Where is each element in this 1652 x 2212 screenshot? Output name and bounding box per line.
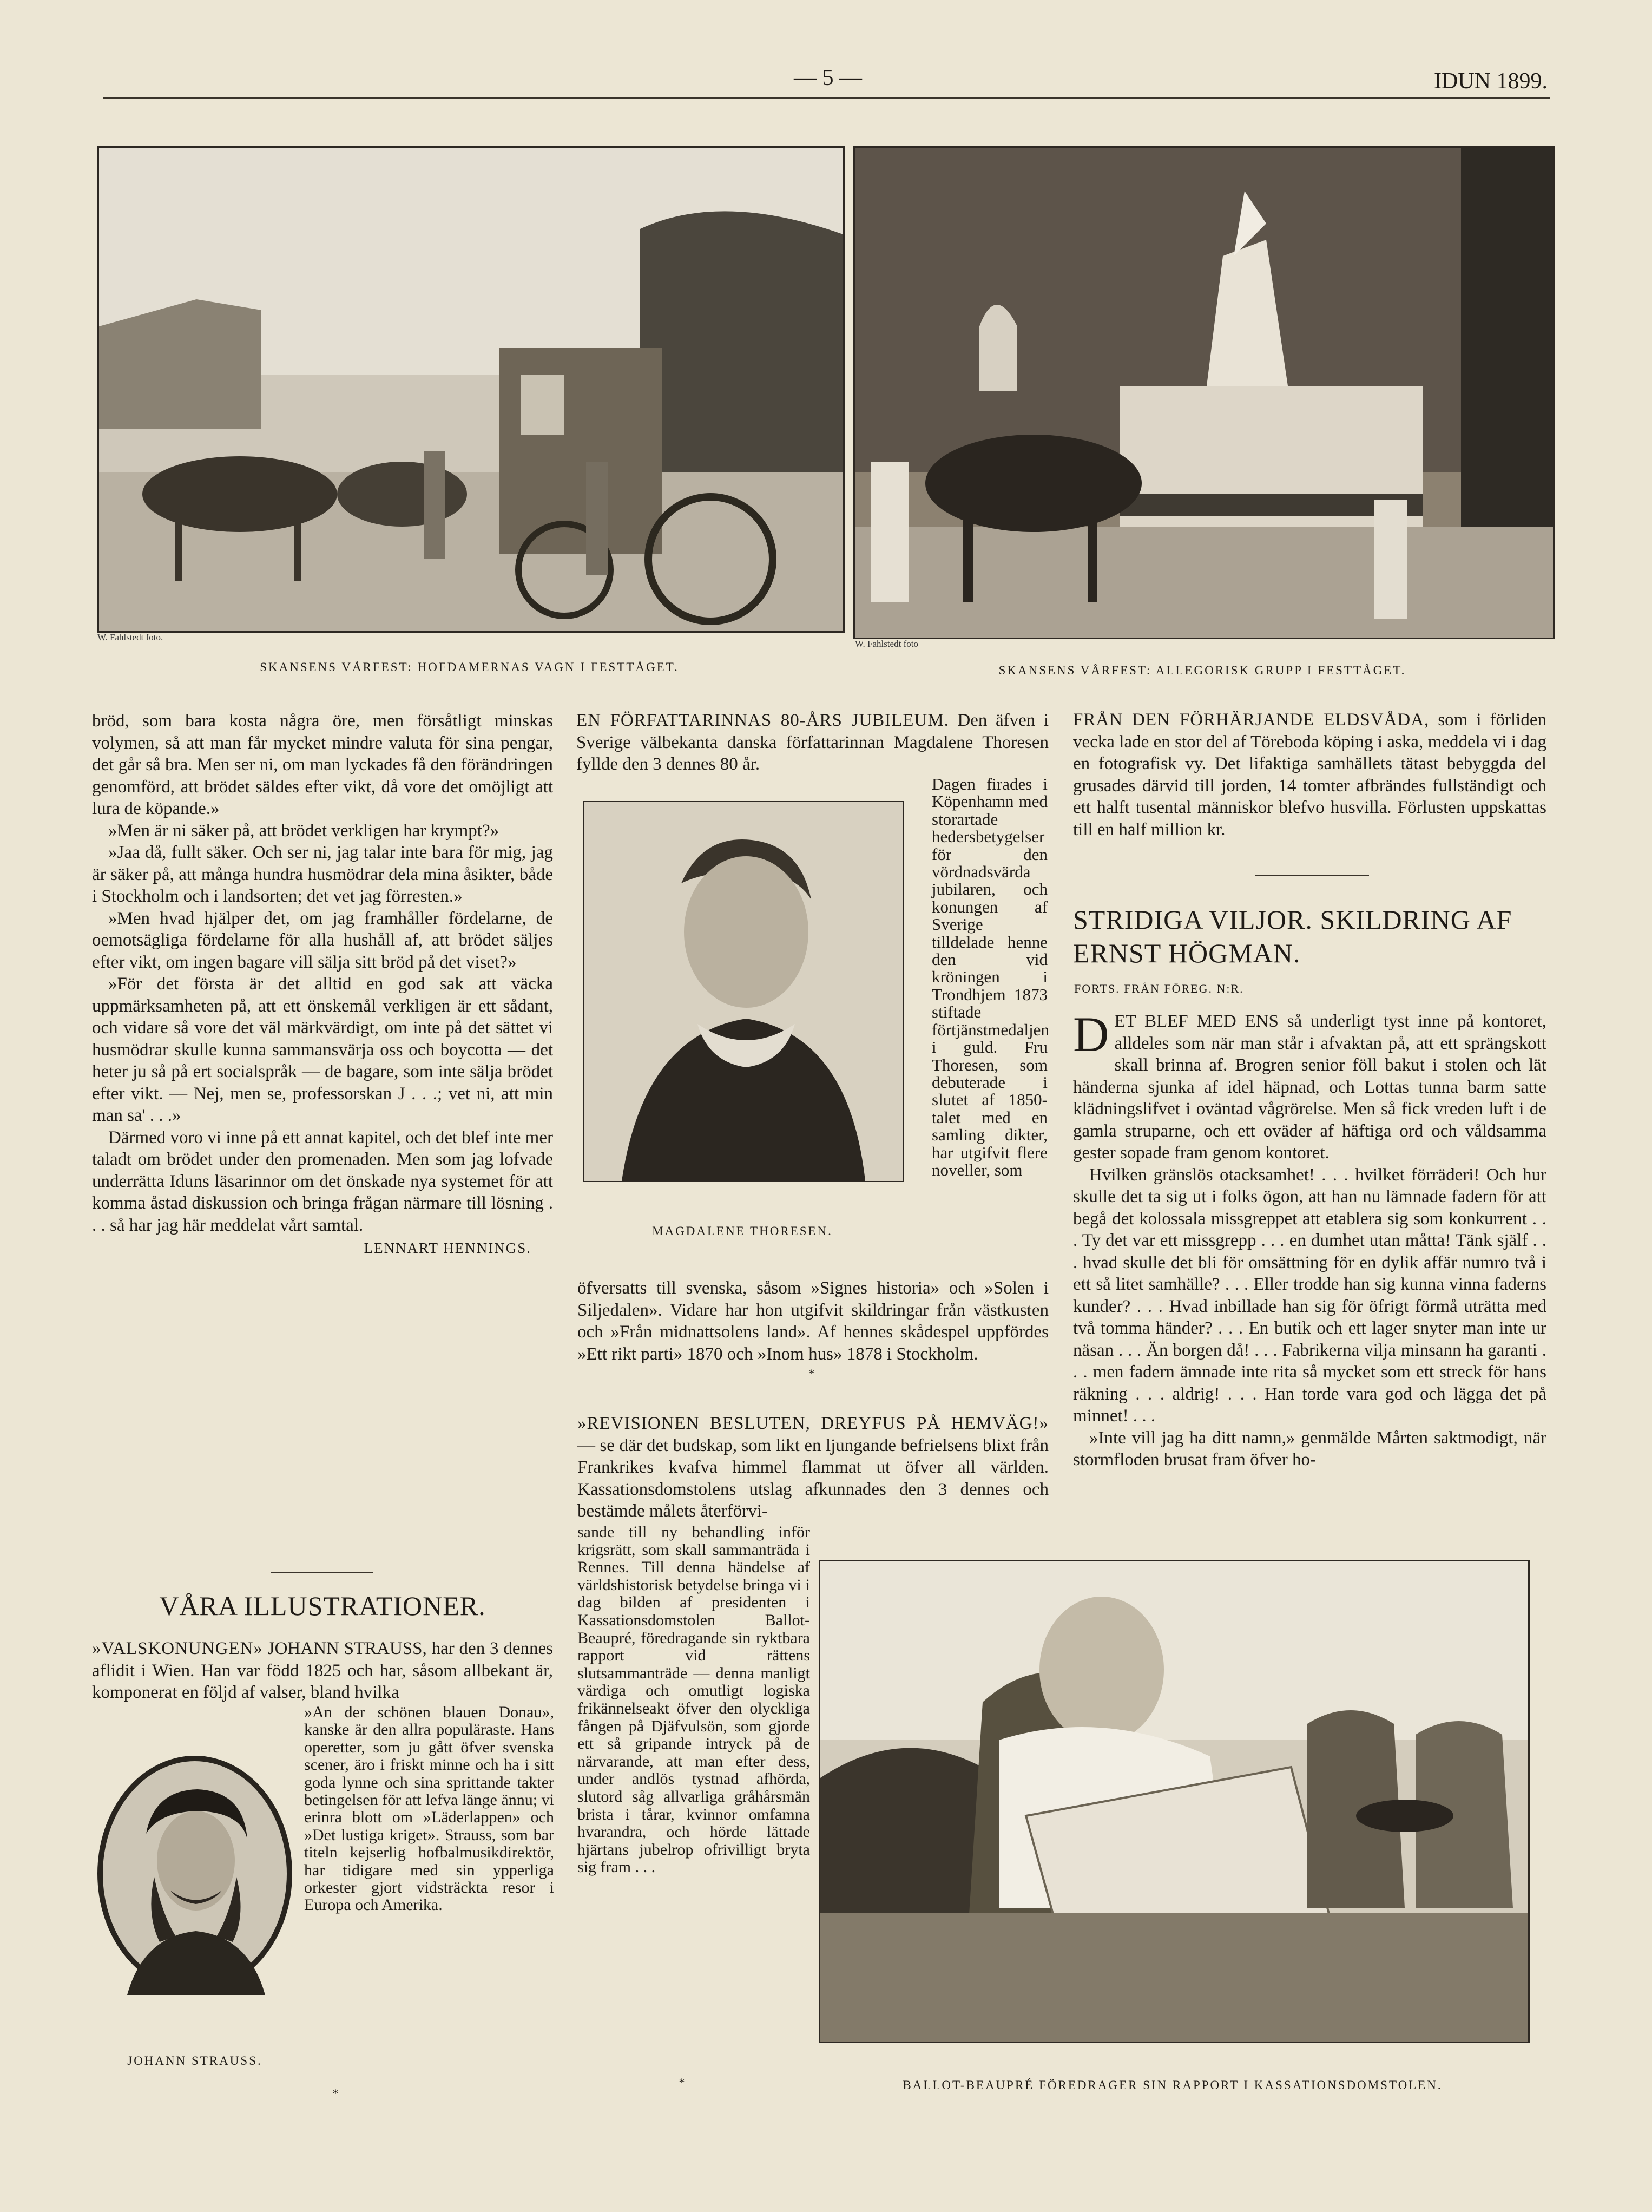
illustrations-heading: VÅRA ILLUSTRATIONER. [159,1591,486,1621]
jubileum-rest: öfversatts till svenska, såsom »Signes historia» och »Solen i Siljedalen». Vidare har hon utgifvit skildringar från västkusten och »Från midnattsolens land». Af hennes skådespel uppfördes »Ett rikt parti» 1870 och »Inom hus» 1878 i Stockholm. [577,1278,1049,1364]
jubileum-side: Dagen firades i Köpenhamn med storartade hedersbetygelser för den vördnadsvärda jubilaren, och konungen af Sverige tilldelade henne den vid kröningen i Trondhjem 1873 stiftade förtjänstmedaljen i guld. Fru Thoresen, som debuterade i slutet af 1850-talet med en samling dikter, har utgifvit flere noveller, som [932,774,1049,1179]
strauss-caption: JOHANN STRAUSS. [127,2054,262,2067]
strauss-text-side: »An der schönen blauen Donau», kanske är den allra populäraste. Hans operetter, som ju gått öfver svenska scener, äro i friskt minne och ha i sitt goda lynne och sina sprittande takter betingelsen för att lefva länge ännu; vi erinra blott om »Läderlappen» och »Det lustiga kriget». Strauss, som bar titeln kejserlig hofbalmusikdirektör, har tidigare med sin ypperliga orkester gjort vidsträckta resor i Europa och Amerika. [304,1703,554,1914]
dreyfus-intro [577,1413,1049,1522]
paragraph: Hvilken gränslös otacksamhet! . . . hvilket förräderi! Och hur skulle det ta sig ut i folks ögon, att han nu lämnade fadern för att begå det kolossala missgreppet att etablera sig som konkurrent . . . Ty det var ett missgrepp . . . en dumhet utan måtta! Tänk själf . . . hvad skulle det bli för omsättning för en dylik affär numro två i ett så litet samhälle? . . . Eller trodde han sig kunna vinna faderns kunder? . . . Hvad inbillade han sig för öfrigt förmå uträtta med två tomma händer? . . . En butik och ett lager snyter man inte ur näsan . . . Än borgen då! . . . Fabrikerna vilja minsann ha garanti . . . men fadern ämnade inte rita så mycket som ett streck för hans räkning . . . aldrig! . . . Han torde vara god och lägga det på minnet! . . . [1073,1165,1546,1426]
paragraph: »Men är ni säker på, att brödet verkligen har krympt?» [108,821,499,841]
photo-credit-right: W. Fahlstedt foto [855,639,918,649]
strauss-portrait [95,1752,295,1995]
story-first-paragraph: ET BLEF MED ENS så underligt tyst inne på kontoret, alldeles som när man står i afvaktan på, att ett sprängskott skall brinna af. Brogren senior föll bakut i stolen och lät händerna sjunka af idel häpnad, och Lottas tunna barm satte klädningslifvet i oväntad vågrörelse. Men så fick vreden luft i de gamla struparne, och ett oväder af häftiga ord och våldsamma gester sopade fram genom kontoret. [1073,1012,1546,1163]
drop-cap: D [1073,1007,1109,1062]
photo-hofdamernas-vagn [97,146,845,633]
dreyfus-text: — se där det budskap, som likt en ljungande befrielsens blixt från Frankrikes kvafva himmel flammat ut öfver all världen. Kassationsdomstolens utslag afkunnades den 3 dennes och bestämde målets återförvi- [577,1435,1049,1521]
eldsvada-body: som i förliden vecka lade en stor del af Töreboda köping i aska, meddela vi i dag en fotografisk vy. Det lifaktiga samhällets tätast bebyggda del grusades därvid till jorden, 14 tomter afbrändes fullständigt och ett halft tusental människor blefvo husvilla. Förlusten uppskattas till en half million kr. [1073,710,1546,839]
photo-allegorisk-grupp [853,146,1555,639]
story-continued: FORTS. FRÅN FÖREG. N:R. [1074,982,1244,995]
strauss-head: »VALSKONUNGEN» [92,1639,263,1658]
court-caption: BALLOT-BEAUPRÉ FÖREDRAGER SIN RAPPORT I KASSATIONSDOMSTOLEN. [903,2078,1443,2092]
paragraph: bröd, som bara kosta några öre, men försåtligt minskas volymen, så att man får mycket mindre valuta för sina pengar, det går så bra. Men ser ni, om man lyckades få den förändringen genomförd, att brödet säldes efter vikt, då vore det omöjligt att lura de köpande.» [92,711,553,818]
caption-allegorisk-grupp: SKANSENS VÅRFEST: ALLEGORISK GRUPP I FESTTÅGET. [998,664,1406,677]
thoresen-caption: MAGDALENE THORESEN. [652,1224,833,1238]
paragraph: »Jaa då, fullt säker. Och ser ni, jag talar inte bara för mig, jag är säker på, att många hundra husmödrar dela mina åsikter, både i Stockholm och i landsorten; det vet jag förresten.» [92,843,553,906]
story-body [1073,1007,1546,1471]
eldsvada-text [1073,709,1546,841]
caption-hofdamernas-vagn: SKANSENS VÅRFEST: HOFDAMERNAS VAGN I FESTTÅGET. [260,660,679,674]
photo-kassationsdomstolen [819,1560,1530,2043]
journal-title: IDUN 1899. [1434,69,1548,94]
photo-credit-left: W. Fahlstedt foto. [97,632,163,642]
strauss-intro: JOHANN STRAUSS, har den 3 dennes aflidit i Wien. Han var född 1825 och har, såsom allbekant är, komponerat en följd af valser, bland hvilka [92,1639,554,1702]
author-signature: LENNART HENNINGS. [364,1240,531,1256]
separator-star: * [332,2086,339,2100]
separator-star: * [808,1367,815,1380]
header-rule [103,97,1550,99]
page-number: — 5 — [794,65,862,90]
jubileum-text: Den äfven i Sverige välbekanta danska författarinnan Magdalene Thoresen fyllde den 3 dennes 80 år. [576,711,1049,774]
section-divider [271,1572,373,1573]
paragraph: »Men hvad hjälper det, om jag framhåller fördelarne, de oemotsägliga fördelarne för alla hushåll af, att brödet säljes efter vikt, om ingen bagare vill sälja sitt bröd på det viset?» [92,908,553,972]
thoresen-portrait [583,801,904,1182]
strauss-text-top [92,1638,553,1704]
section-divider [1255,875,1369,876]
dreyfus-column: sande till ny behandling inför krigsrätt, som skall sammanträda i Rennes. Till denna händelse af världshistorisk betydelse bringa vi i dag bilden af presidenten i Kassationsdomstolen Ballot-Beaupré, föredragande sin ryktbara rapport vid rättens slutsammanträde — denna manligt värdiga och omutligt logiska frikännelseakt öfver den olyckliga fången på Djäfvulsön, som gjorde ett så gripande intryck på de närvarande, att man efter dess, under andlös tystnad afhörda, slutord såg allvarliga gråhårsmän brista i tårar, kvinnor omfamna hvarandra, och hörde lättade hjärtans jubelrop ofrivilligt bryta sig fram . . . [577,1523,810,1876]
paragraph: »Inte vill jag ha ditt namn,» genmälde Mårten saktmodigt, när stormfloden brusat fram öfver ho- [1073,1428,1546,1469]
column-one-text [92,710,553,1259]
eldsvada-heading: FRÅN DEN FÖRHÄRJANDE ELDSVÅDA, [1073,710,1430,730]
jubileum-heading: EN FÖRFATTARINNAS 80-ÅRS JUBILEUM. [576,711,949,730]
separator-star: * [679,2076,685,2089]
jubileum-intro [576,710,1049,776]
story-title: STRIDIGA VILJOR. SKILDRING AF ERNST HÖGMAN. [1073,904,1512,968]
dreyfus-heading: »REVISIONEN BESLUTEN, DREYFUS PÅ HEMVÄG!» [577,1414,1049,1433]
paragraph: »För det första är det alltid en god sak att väcka uppmärksamheten på, att ett önskemål verkligen är ett sådant, och vidare så vore det väl märkvärdigt, om inte på det sättet vi husmödrar skulle kunna sammansvärja oss och boycotta — det heter ju så på ert socialspråk — de bagare, som inte sälja brödet efter vikt. — Nej, men se, professorskan J . . .; vet ni, att min man sa' . . .» [92,974,553,1125]
paragraph: Därmed voro vi inne på ett annat kapitel, och det blef inte mer taladt om brödet under den promenaden. Men som jag lofvade underrätta Iduns läsarinnor om det önskade nya systemet för att komma åstad diskussion och bringa frågan närmare till lösning . . . så har jag här meddelat vårt samtal. [92,1127,553,1235]
